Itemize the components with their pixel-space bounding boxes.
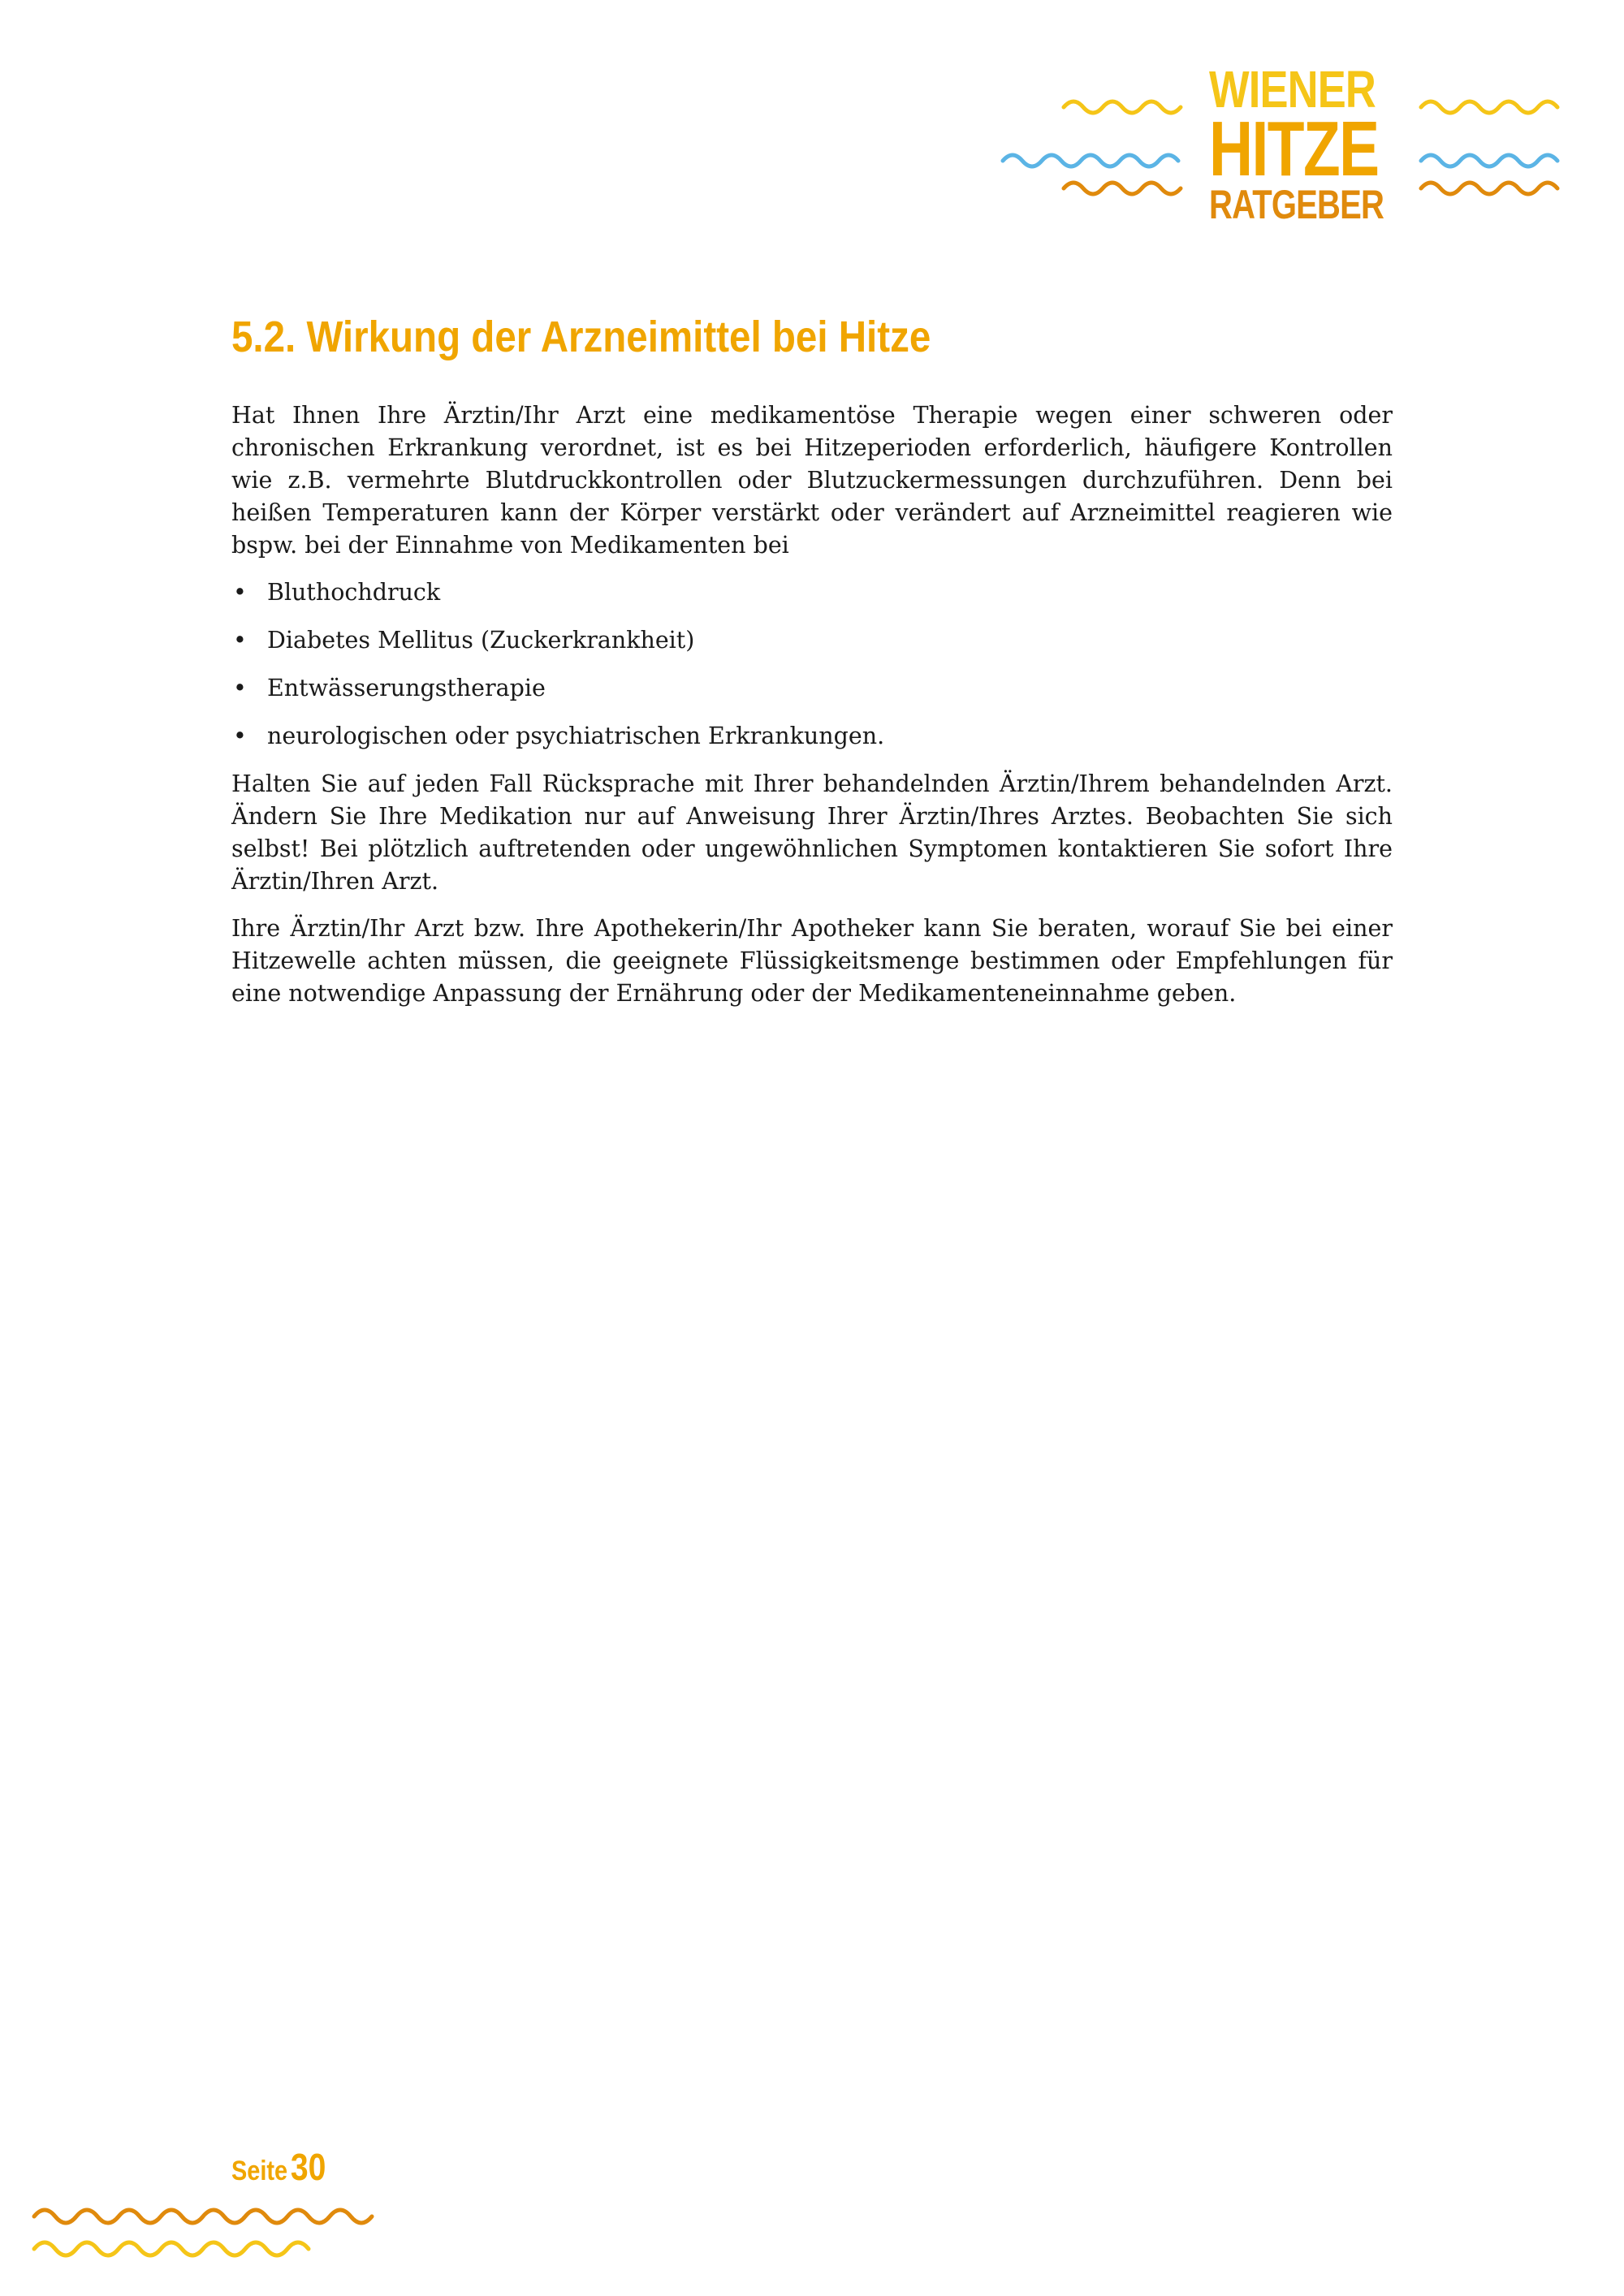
wave-orange-left [1064,183,1181,194]
section-title: 5.2. Wirkung der Arzneimittel bei Hitze [231,313,931,361]
wave-blue-left [1003,155,1178,166]
footer-wave-yellow [34,2242,309,2255]
footer-waves [31,2192,388,2265]
wave-yellow-right [1421,101,1557,113]
wave-orange-right [1421,183,1557,194]
pharmacy-paragraph: Ihre Ärztin/Ihr Arzt bzw. Ihre Apothekerin/Ihr Apotheker kann Sie beraten, worauf Sie bei einer Hitzewelle achten müssen, die geeignete Flüssigkeitsmenge bestimmen oder Empfehlungen für eine notwendige Anpassung der Ernährung oder der Medikamenteneinnahme geben. [231,915,1393,1007]
logo-waves-left [995,57,1206,235]
logo-line-ratgeber: RATGEBER [1209,182,1384,227]
bullet-icon: • [233,675,247,701]
list-item [231,672,1393,705]
brand-logo [995,57,1563,235]
list-item [231,720,1393,753]
page-number-label [231,2145,326,2189]
wave-blue-right [1421,155,1557,166]
list-item [231,624,1393,657]
list-item-text: Bluthochdruck [267,579,441,606]
list-item-text: Diabetes Mellitus (Zuckerkrankheit) [267,627,695,654]
list-item-text: neurologischen oder psychiatrischen Erkrankungen. [267,723,885,749]
logo-waves-right [1413,57,1563,235]
list-item-text: Entwässerungstherapie [267,675,546,701]
logo-wordmark [1209,60,1404,227]
list-item [231,576,1393,609]
condition-list [231,576,1393,753]
bullet-icon: • [233,627,247,654]
bullet-icon: • [233,723,247,749]
footer-wave-orange [34,2210,372,2223]
bullet-icon: • [233,579,247,606]
logo-line-hitze: HITZE [1209,106,1379,192]
wave-yellow-left [1064,101,1181,113]
page-number: 30 [290,2146,326,2188]
advice-paragraph: Halten Sie auf jeden Fall Rücksprache mit Ihrer behandelnden Ärztin/Ihrem behandelnden Arzt. Ändern Sie Ihre Medikation nur auf Anweisung Ihrer Ärztin/Ihres Arztes. Beobachten Sie sich selbst! Bei plötzlich auftretenden oder ungewöhnlichen Symptomen kontaktieren Sie sofort Ihre Ärztin/Ihren Arzt. [231,770,1393,895]
logo-line-wiener: WIENER [1209,60,1376,119]
page-word: Seite [231,2156,288,2186]
main-content [231,309,1393,1025]
intro-paragraph: Hat Ihnen Ihre Ärztin/Ihr Arzt eine medikamentöse Therapie wegen einer schweren oder chronischen Erkrankung verordnet, ist es bei Hitzeperioden erforderlich, häufigere Kontrollen wie z.B. vermehrte Blutdruckkontrollen oder Blutzuckermessungen durchzuführen. Denn bei heißen Temperaturen kann der Körper verstärkt oder verändert auf Arzneimittel reagieren wie bspw. bei der Einnahme von Medikamenten bei [231,402,1393,559]
